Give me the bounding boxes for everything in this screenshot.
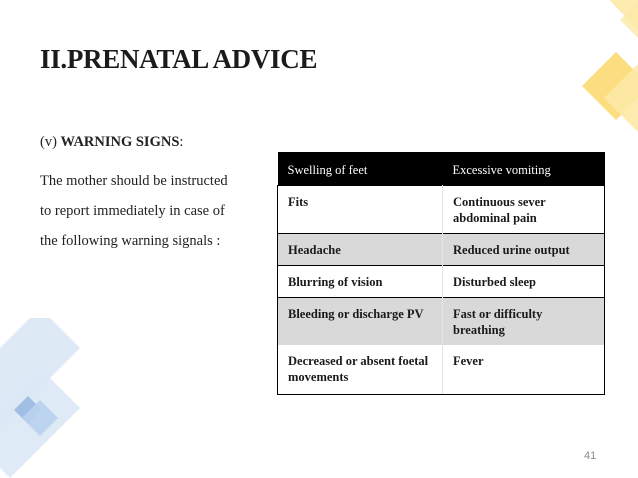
instruction-paragraph <box>40 166 260 256</box>
table-row <box>278 186 605 234</box>
table-cell: Disturbed sleep <box>443 266 605 298</box>
table-row <box>278 234 605 266</box>
table-cell: Fast or difficulty breathing <box>443 298 605 346</box>
table-row <box>278 298 605 346</box>
table-header-row <box>278 152 605 186</box>
table-cell: Decreased or absent foetal movements <box>278 345 443 395</box>
table-cell: Blurring of vision <box>278 266 443 298</box>
heading-bold: WARNING SIGNS <box>60 134 180 150</box>
warning-signs-table <box>277 152 605 395</box>
heading-prefix: (v) <box>40 134 61 150</box>
heading-suffix: : <box>179 134 184 150</box>
paragraph-line: The mother should be instructed <box>40 173 228 189</box>
paragraph-line: to report immediately in case of <box>40 203 225 219</box>
slide-title: II.PRENATAL ADVICE <box>40 44 318 74</box>
table-cell: Reduced urine output <box>443 234 605 266</box>
table-cell: Continuous sever abdominal pain <box>443 186 605 234</box>
table-cell: Fever <box>443 345 605 395</box>
table-row <box>278 345 605 395</box>
table-row <box>278 266 605 298</box>
paragraph-line: the following warning signals : <box>40 233 221 249</box>
table-cell: Fits <box>278 186 443 234</box>
page-number: 41 <box>584 450 597 462</box>
table-cell: Headache <box>278 234 443 266</box>
decorative-diamonds-bottom-left <box>0 318 90 478</box>
decorative-diamonds-top-right <box>560 0 638 140</box>
table-cell: Bleeding or discharge PV <box>278 298 443 346</box>
table-header-cell: Excessive vomiting <box>443 152 605 186</box>
warning-signs-heading <box>40 134 183 151</box>
table-header-cell: Swelling of feet <box>278 152 443 186</box>
